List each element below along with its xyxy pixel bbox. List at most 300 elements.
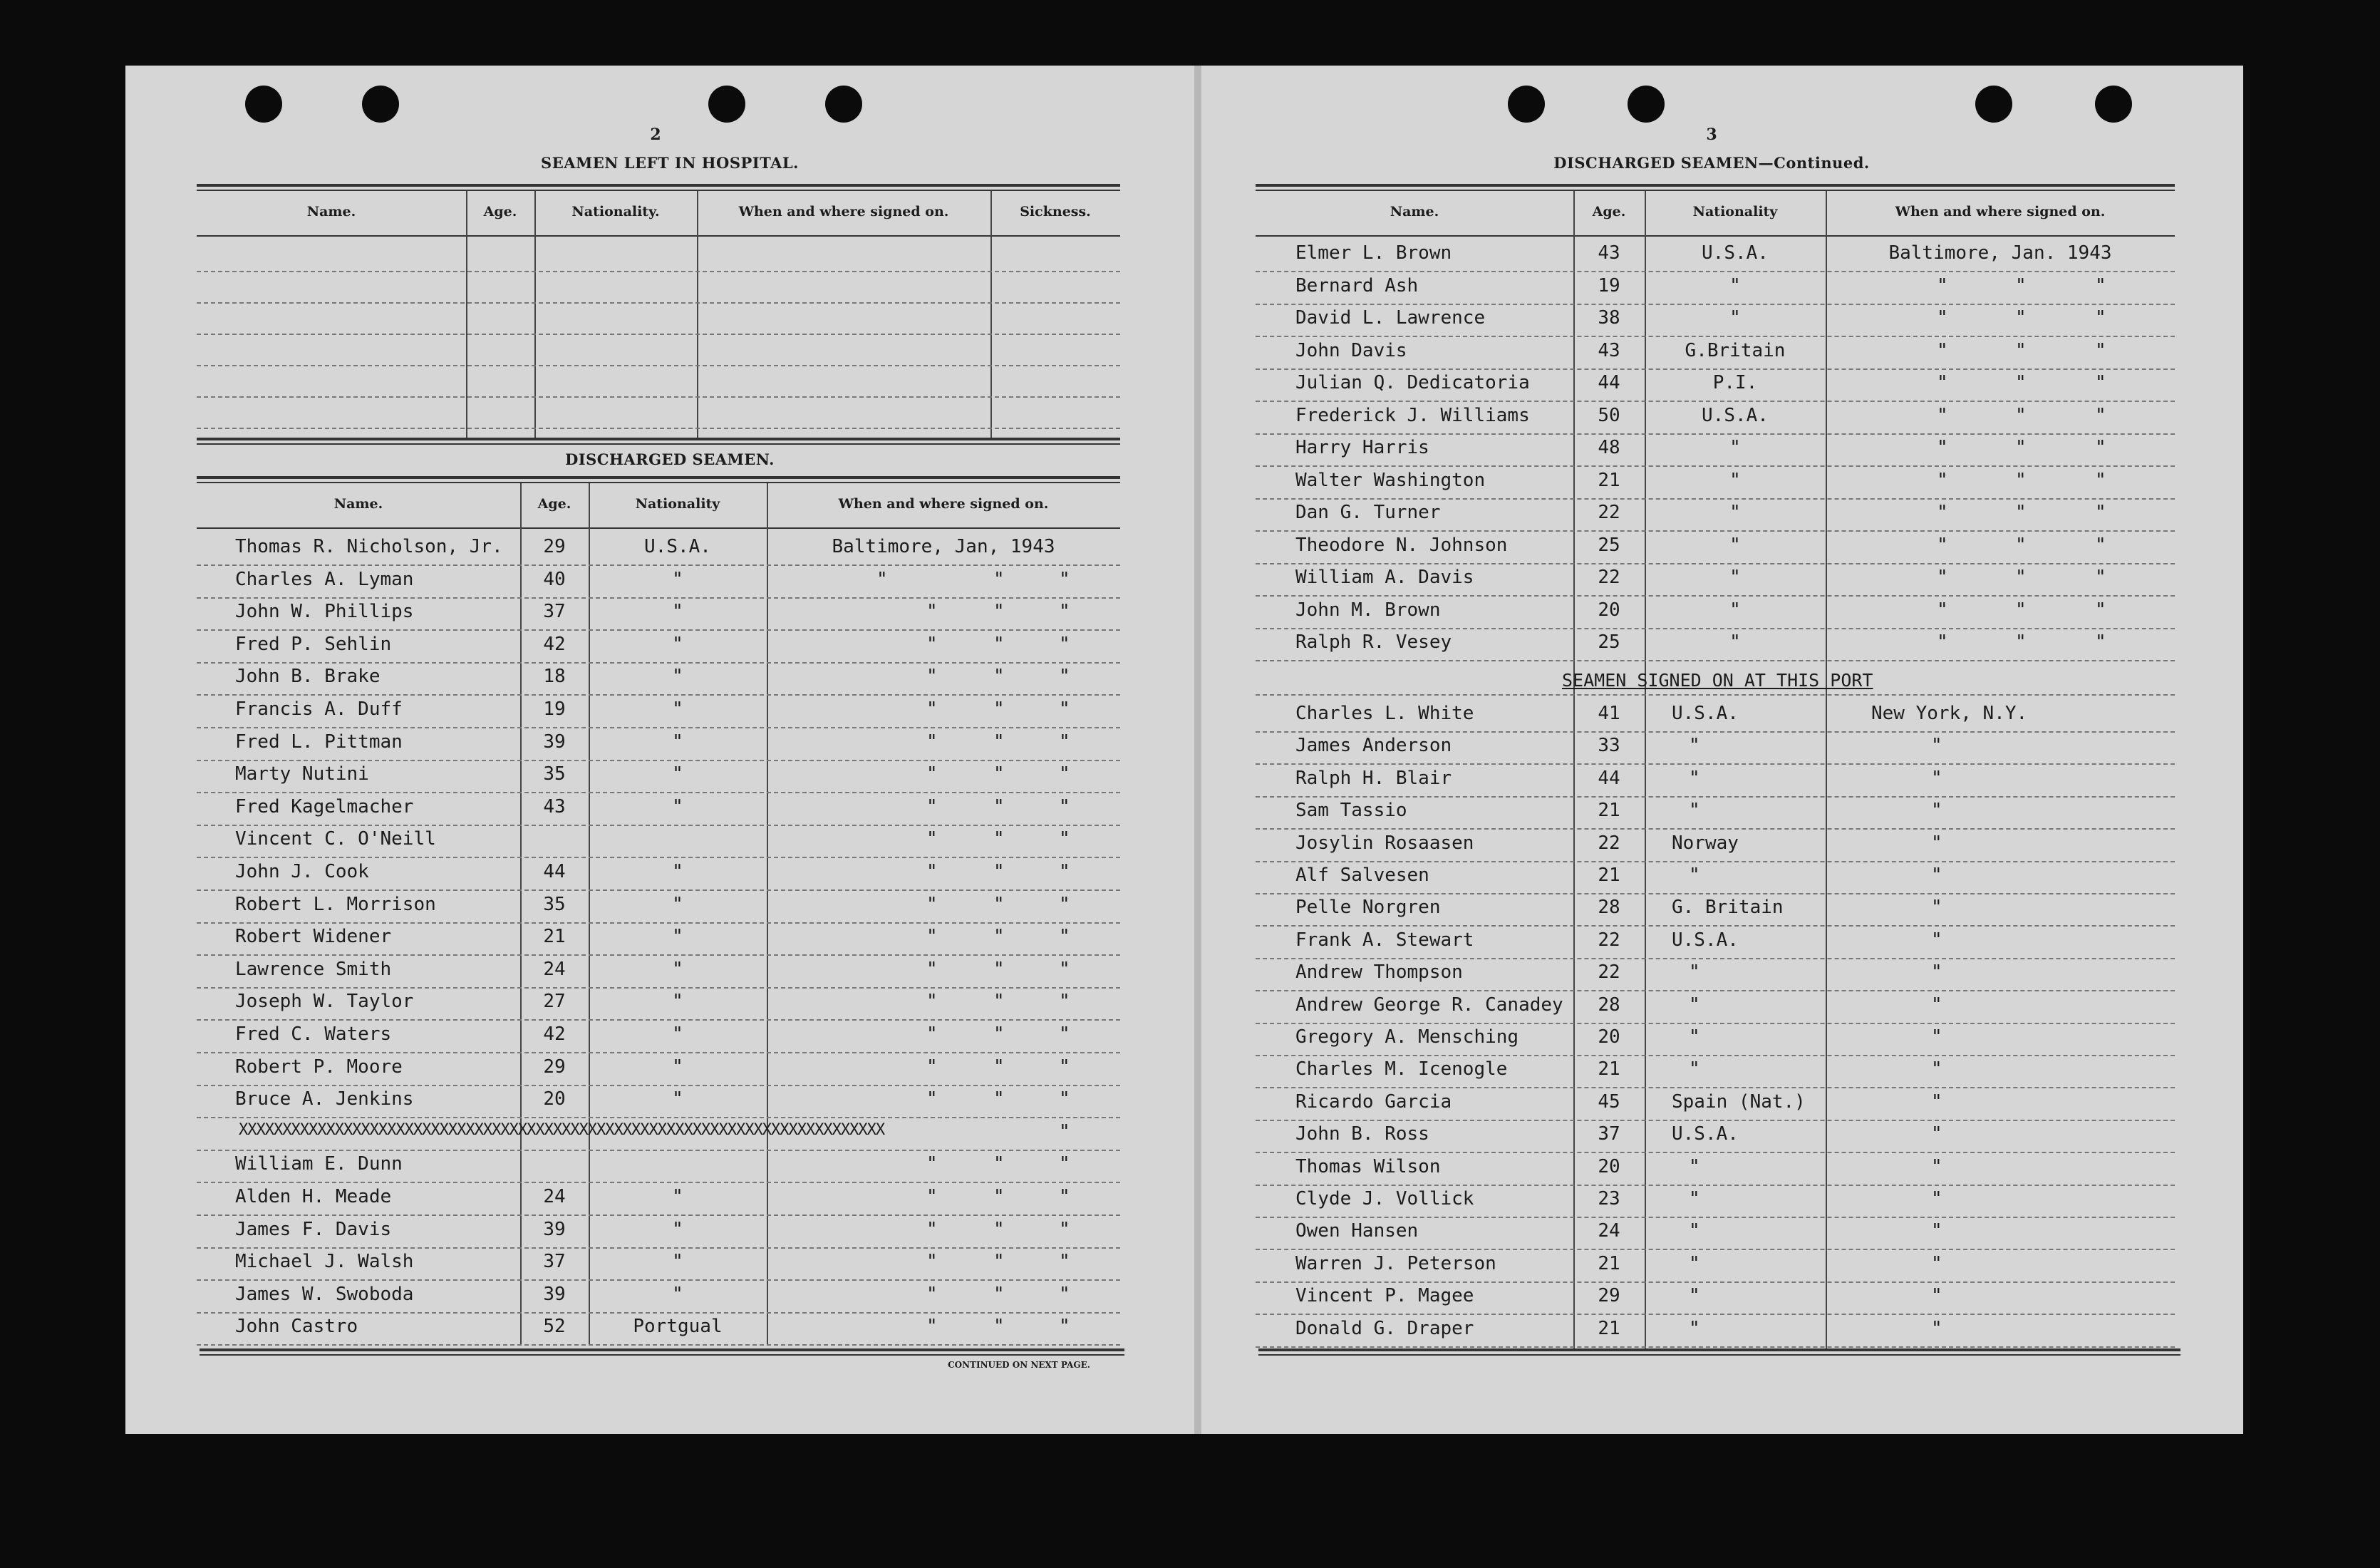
seaman-nationality: " bbox=[672, 1023, 683, 1045]
column-header-signed-on: When and where signed on. bbox=[738, 204, 949, 220]
seaman-age: 52 bbox=[543, 1316, 566, 1337]
seaman-nationality: " bbox=[672, 796, 683, 817]
signed-on-place: " bbox=[1931, 1318, 1942, 1339]
row-line bbox=[1256, 336, 2175, 337]
ditto-mark: " bbox=[993, 731, 1005, 753]
table-rule bbox=[1258, 1354, 2180, 1356]
seaman-name: Robert P. Moore bbox=[235, 1056, 403, 1078]
ditto-mark: " bbox=[926, 1284, 938, 1305]
ditto-mark: " bbox=[1059, 601, 1070, 622]
seaman-nationality: U.S.A. bbox=[1672, 703, 1739, 724]
ditto-mark: " bbox=[2015, 307, 2027, 329]
row-line bbox=[1256, 1120, 2175, 1121]
seaman-name: Warren J. Peterson bbox=[1295, 1253, 1496, 1274]
seaman-nationality: " bbox=[672, 601, 683, 622]
seaman-nationality: U.S.A. bbox=[1672, 929, 1739, 951]
row-line bbox=[197, 1182, 1120, 1183]
row-line bbox=[1256, 1249, 2175, 1250]
seaman-age: 21 bbox=[1598, 1253, 1620, 1274]
ditto-mark: " bbox=[1937, 437, 1948, 458]
ditto-mark: " bbox=[993, 894, 1005, 915]
row-line bbox=[1256, 796, 2175, 798]
seaman-age: 39 bbox=[543, 731, 566, 753]
row-line bbox=[1256, 1185, 2175, 1186]
ditto-mark: " bbox=[1937, 372, 1948, 393]
column-header-nationality: Nationality bbox=[1692, 204, 1778, 220]
ditto-mark: " bbox=[993, 1088, 1005, 1110]
seaman-name: Clyde J. Vollick bbox=[1295, 1188, 1474, 1209]
table-rule bbox=[197, 438, 1120, 440]
ditto-mark: " bbox=[2095, 470, 2106, 491]
seaman-name: Theodore N. Johnson bbox=[1295, 535, 1508, 556]
row-line bbox=[1256, 271, 2175, 272]
seaman-age: 22 bbox=[1598, 961, 1620, 983]
seaman-nationality: U.S.A. bbox=[1702, 242, 1769, 264]
binder-hole bbox=[1975, 86, 2012, 123]
seaman-nationality: " bbox=[1729, 599, 1741, 621]
row-line bbox=[1256, 1023, 2175, 1024]
seaman-nationality: " bbox=[672, 634, 683, 655]
row-line bbox=[197, 987, 1120, 989]
blank-row-line bbox=[197, 365, 1120, 366]
table-rule bbox=[197, 184, 1120, 187]
seaman-name: Dan G. Turner bbox=[1295, 502, 1441, 523]
seaman-age: 33 bbox=[1598, 735, 1620, 756]
row-line bbox=[1256, 694, 2175, 696]
seaman-name: Josylin Rosaasen bbox=[1295, 832, 1474, 854]
ditto-mark: " bbox=[1059, 1186, 1070, 1207]
seaman-age: 38 bbox=[1598, 307, 1620, 329]
column-header-name: Name. bbox=[306, 204, 356, 220]
seaman-name: Charles L. White bbox=[1295, 703, 1474, 724]
seaman-name: John M. Brown bbox=[1295, 599, 1441, 621]
ditto-mark: " bbox=[926, 861, 938, 882]
ditto-mark: " bbox=[993, 926, 1005, 947]
column-header-name: Name. bbox=[333, 496, 383, 512]
seaman-name: Alf Salvesen bbox=[1295, 865, 1429, 886]
ditto-mark: " bbox=[2095, 405, 2106, 426]
continued-note: CONTINUED ON NEXT PAGE. bbox=[948, 1360, 1090, 1370]
column-header-age: Age. bbox=[1592, 204, 1626, 220]
ditto-mark: " bbox=[1059, 1316, 1070, 1337]
ditto-mark: " bbox=[1059, 1056, 1070, 1078]
seaman-nationality: " bbox=[1689, 1220, 1700, 1242]
seaman-name: Vincent P. Magee bbox=[1295, 1285, 1474, 1306]
seaman-age: 41 bbox=[1598, 703, 1620, 724]
ditto-mark: " bbox=[926, 601, 938, 622]
row-line bbox=[197, 694, 1120, 696]
row-line bbox=[1256, 731, 2175, 733]
column-divider bbox=[990, 191, 992, 438]
ditto-mark: " bbox=[1937, 470, 1948, 491]
ditto-mark: " bbox=[1059, 1251, 1070, 1272]
seaman-age: 21 bbox=[1598, 800, 1620, 821]
row-line bbox=[1256, 1055, 2175, 1056]
row-line bbox=[197, 1052, 1120, 1053]
seaman-name: Frank A. Stewart bbox=[1295, 929, 1474, 951]
seaman-nationality: " bbox=[672, 1056, 683, 1078]
ditto-mark: " bbox=[926, 763, 938, 785]
seaman-name: Charles A. Lyman bbox=[235, 569, 414, 590]
column-header-age: Age. bbox=[537, 496, 571, 512]
table-rule bbox=[197, 527, 1120, 529]
seaman-age: 22 bbox=[1598, 567, 1620, 588]
seaman-name: Lawrence Smith bbox=[235, 959, 392, 980]
ditto-mark: " bbox=[2015, 599, 2027, 621]
ditto-mark: " bbox=[926, 634, 938, 655]
ditto-mark: " bbox=[2015, 567, 2027, 588]
ditto-mark: " bbox=[993, 698, 1005, 720]
ditto-mark: " bbox=[993, 861, 1005, 882]
ditto-mark: " bbox=[1059, 1121, 1070, 1143]
seaman-age: 39 bbox=[543, 1284, 566, 1305]
seaman-age: 20 bbox=[1598, 1156, 1620, 1177]
row-line bbox=[197, 1344, 1120, 1346]
seaman-nationality: U.S.A. bbox=[1672, 1123, 1739, 1145]
seaman-nationality: " bbox=[1689, 800, 1700, 821]
ditto-mark: " bbox=[1937, 405, 1948, 426]
seaman-age: 21 bbox=[1598, 865, 1620, 886]
row-line bbox=[1256, 893, 2175, 894]
row-line bbox=[197, 1117, 1120, 1118]
row-line bbox=[197, 1150, 1120, 1151]
seaman-name: Ricardo Garcia bbox=[1295, 1091, 1452, 1113]
ditto-mark: " bbox=[926, 1186, 938, 1207]
seaman-age: 45 bbox=[1598, 1091, 1620, 1113]
ditto-mark: " bbox=[1059, 1219, 1070, 1240]
ditto-mark: " bbox=[1059, 1284, 1070, 1305]
ditto-mark: " bbox=[993, 601, 1005, 622]
seaman-age: 37 bbox=[543, 1251, 566, 1272]
seaman-age: 22 bbox=[1598, 832, 1620, 854]
seaman-age: 21 bbox=[1598, 470, 1620, 491]
seaman-name: Ralph R. Vesey bbox=[1295, 631, 1452, 653]
ditto-mark: " bbox=[926, 1056, 938, 1078]
ditto-mark: " bbox=[1059, 1088, 1070, 1110]
blank-row-line bbox=[197, 428, 1120, 429]
seaman-age: 43 bbox=[1598, 242, 1620, 264]
ditto-mark: " bbox=[1059, 926, 1070, 947]
blank-row-line bbox=[197, 302, 1120, 304]
seaman-nationality: " bbox=[1729, 470, 1741, 491]
row-line bbox=[197, 1085, 1120, 1086]
ditto-mark: " bbox=[2015, 631, 2027, 653]
ditto-mark: " bbox=[2095, 599, 2106, 621]
row-line bbox=[1256, 1087, 2175, 1088]
column-header-name: Name. bbox=[1390, 204, 1439, 220]
seaman-nationality: " bbox=[1689, 994, 1700, 1016]
blank-row-line bbox=[197, 396, 1120, 398]
table-rule bbox=[197, 235, 1120, 237]
ditto-mark: " bbox=[926, 894, 938, 915]
seaman-nationality: " bbox=[1729, 567, 1741, 588]
seaman-age: 28 bbox=[1598, 897, 1620, 918]
column-header-signed-on: When and where signed on. bbox=[1895, 204, 2106, 220]
row-line bbox=[1256, 925, 2175, 927]
ditto-mark: " bbox=[993, 959, 1005, 980]
ditto-mark: " bbox=[993, 1023, 1005, 1045]
row-line bbox=[1256, 433, 2175, 435]
seaman-age: 24 bbox=[543, 959, 566, 980]
seaman-nationality: " bbox=[1729, 275, 1741, 296]
table-rule bbox=[197, 443, 1120, 445]
row-line bbox=[1256, 1346, 2175, 1348]
ditto-mark: " bbox=[2015, 470, 2027, 491]
seaman-nationality: Norway bbox=[1672, 832, 1739, 854]
ditto-mark: " bbox=[926, 1023, 938, 1045]
ditto-mark: " bbox=[2015, 437, 2027, 458]
seaman-name: John B. Brake bbox=[235, 666, 381, 687]
column-divider bbox=[697, 191, 698, 438]
row-line bbox=[1256, 660, 2175, 661]
row-line bbox=[1256, 530, 2175, 532]
seaman-nationality: " bbox=[1689, 1156, 1700, 1177]
column-header-age: Age. bbox=[483, 204, 517, 220]
seaman-age: 29 bbox=[543, 536, 566, 557]
row-line bbox=[197, 1312, 1120, 1314]
ditto-mark: " bbox=[993, 1251, 1005, 1272]
ditto-mark: " bbox=[2095, 631, 2106, 653]
ditto-mark: " bbox=[926, 1219, 938, 1240]
ditto-mark: " bbox=[1937, 535, 1948, 556]
seaman-age: 21 bbox=[543, 926, 566, 947]
seaman-name: William E. Dunn bbox=[235, 1153, 403, 1175]
binder-hole bbox=[362, 86, 399, 123]
hospital-section-title: SEAMEN LEFT IN HOSPITAL. bbox=[541, 154, 799, 172]
seaman-name: Thomas Wilson bbox=[1295, 1156, 1441, 1177]
row-line bbox=[1256, 861, 2175, 862]
ditto-mark: " bbox=[1059, 763, 1070, 785]
ditto-mark: " bbox=[993, 666, 1005, 687]
ditto-mark: " bbox=[926, 926, 938, 947]
seaman-name: William A. Davis bbox=[1295, 567, 1474, 588]
page-number-right: 3 bbox=[1706, 125, 1717, 144]
row-line bbox=[1256, 595, 2175, 597]
ditto-mark: " bbox=[1937, 340, 1948, 361]
signed-on-place: " bbox=[1931, 929, 1942, 951]
seaman-nationality: " bbox=[1689, 1253, 1700, 1274]
ditto-mark: " bbox=[2015, 535, 2027, 556]
seaman-nationality: " bbox=[672, 698, 683, 720]
ditto-mark: " bbox=[926, 698, 938, 720]
seaman-name: James W. Swoboda bbox=[235, 1284, 414, 1305]
column-divider bbox=[466, 191, 467, 438]
signed-on-section-title: SEAMEN SIGNED ON AT THIS PORT bbox=[1562, 670, 1873, 691]
seaman-name: Michael J. Walsh bbox=[235, 1251, 414, 1272]
seaman-age: 42 bbox=[543, 1023, 566, 1045]
binder-hole bbox=[2095, 86, 2132, 123]
seaman-age: 20 bbox=[1598, 599, 1620, 621]
seaman-name: John Castro bbox=[235, 1316, 358, 1337]
column-divider bbox=[767, 483, 768, 1346]
row-line bbox=[197, 954, 1120, 956]
signed-on-place: " bbox=[1931, 1091, 1942, 1113]
seaman-name: Julian Q. Dedicatoria bbox=[1295, 372, 1530, 393]
seaman-name: Walter Washington bbox=[1295, 470, 1486, 491]
signed-on-place: " bbox=[1931, 1156, 1942, 1177]
seaman-name: John W. Phillips bbox=[235, 601, 414, 622]
ditto-mark: " bbox=[2015, 275, 2027, 296]
seaman-nationality: " bbox=[1689, 1285, 1700, 1306]
row-line bbox=[1256, 628, 2175, 629]
signed-on-place-date: Baltimore, Jan, 1943 bbox=[832, 536, 1055, 557]
seaman-nationality: " bbox=[1729, 437, 1741, 458]
binder-hole bbox=[245, 86, 282, 123]
row-line bbox=[1256, 1152, 2175, 1153]
row-line bbox=[197, 1247, 1120, 1249]
ditto-mark: " bbox=[2015, 502, 2027, 523]
seaman-name: Ralph H. Blair bbox=[1295, 768, 1452, 789]
ditto-mark: " bbox=[926, 796, 938, 817]
ditto-mark: " bbox=[1937, 307, 1948, 329]
seaman-age: 21 bbox=[1598, 1058, 1620, 1080]
row-line bbox=[197, 857, 1120, 858]
blank-row-line bbox=[197, 334, 1120, 335]
seaman-name: Vincent C. O'Neill bbox=[235, 828, 436, 850]
ditto-mark: " bbox=[1937, 631, 1948, 653]
seaman-nationality: " bbox=[1689, 1188, 1700, 1209]
seaman-name: Joseph W. Taylor bbox=[235, 991, 414, 1012]
seaman-name: John Davis bbox=[1295, 340, 1407, 361]
seaman-age: 19 bbox=[543, 698, 566, 720]
seaman-nationality: " bbox=[1729, 535, 1741, 556]
ditto-mark: " bbox=[1059, 959, 1070, 980]
continued-section-title: DISCHARGED SEAMEN—Continued. bbox=[1553, 154, 1870, 172]
ditto-mark: " bbox=[2095, 340, 2106, 361]
table-rule bbox=[197, 476, 1120, 479]
seaman-nationality: " bbox=[672, 1251, 683, 1272]
seaman-nationality: " bbox=[672, 763, 683, 785]
ditto-mark: " bbox=[926, 1153, 938, 1175]
ditto-mark: " bbox=[926, 1088, 938, 1110]
seaman-nationality: " bbox=[672, 1186, 683, 1207]
ditto-mark: " bbox=[2095, 567, 2106, 588]
seaman-age: 18 bbox=[543, 666, 566, 687]
ditto-mark: " bbox=[2095, 437, 2106, 458]
row-line bbox=[1256, 368, 2175, 370]
row-line bbox=[197, 662, 1120, 664]
seaman-age: 29 bbox=[1598, 1285, 1620, 1306]
seaman-age: 44 bbox=[543, 861, 566, 882]
row-line bbox=[197, 629, 1120, 631]
ditto-mark: " bbox=[993, 1153, 1005, 1175]
signed-on-place: " bbox=[1931, 961, 1942, 983]
signed-on-place: " bbox=[1931, 832, 1942, 854]
seaman-nationality: " bbox=[672, 666, 683, 687]
ditto-mark: " bbox=[926, 731, 938, 753]
table-rule bbox=[197, 482, 1120, 483]
page-number-left: 2 bbox=[650, 125, 661, 144]
seaman-name: Marty Nutini bbox=[235, 763, 369, 785]
seaman-nationality: " bbox=[672, 1088, 683, 1110]
ditto-mark: " bbox=[1059, 1023, 1070, 1045]
column-header-nationality: Nationality. bbox=[571, 204, 660, 220]
seaman-age: 20 bbox=[1598, 1026, 1620, 1048]
signed-on-place: " bbox=[1931, 1058, 1942, 1080]
seaman-age: 28 bbox=[1598, 994, 1620, 1016]
seaman-age: 24 bbox=[1598, 1220, 1620, 1242]
seaman-name: Bernard Ash bbox=[1295, 275, 1419, 296]
ditto-mark: " bbox=[1059, 861, 1070, 882]
table-rule bbox=[1256, 184, 2175, 187]
seaman-name: Charles M. Icenogle bbox=[1295, 1058, 1508, 1080]
seaman-nationality: " bbox=[672, 1219, 683, 1240]
seaman-nationality: " bbox=[1689, 1058, 1700, 1080]
seaman-name: John B. Ross bbox=[1295, 1123, 1429, 1145]
seaman-age: 44 bbox=[1598, 372, 1620, 393]
ditto-mark: " bbox=[993, 634, 1005, 655]
table-rule bbox=[197, 190, 1120, 191]
ditto-mark: " bbox=[2015, 405, 2027, 426]
seaman-name: Alden H. Meade bbox=[235, 1186, 392, 1207]
seaman-nationality: " bbox=[1689, 735, 1700, 756]
ditto-mark: " bbox=[1059, 894, 1070, 915]
table-rule bbox=[200, 1354, 1124, 1356]
ditto-mark: " bbox=[1059, 666, 1070, 687]
ditto-mark: " bbox=[993, 1284, 1005, 1305]
ditto-mark: " bbox=[993, 991, 1005, 1012]
row-line bbox=[1256, 1281, 2175, 1283]
seaman-name: John J. Cook bbox=[235, 861, 369, 882]
ditto-mark: " bbox=[1937, 502, 1948, 523]
seaman-name: Fred Kagelmacher bbox=[235, 796, 414, 817]
seaman-name: Fred P. Sehlin bbox=[235, 634, 392, 655]
seaman-name: Andrew George R. Canadey bbox=[1295, 994, 1563, 1016]
ditto-mark: " bbox=[926, 666, 938, 687]
seaman-age: 35 bbox=[543, 894, 566, 915]
seaman-age: 44 bbox=[1598, 768, 1620, 789]
ditto-mark: " bbox=[993, 1219, 1005, 1240]
seaman-age: 29 bbox=[543, 1056, 566, 1078]
row-line bbox=[1256, 563, 2175, 564]
ditto-mark: " bbox=[1059, 796, 1070, 817]
seaman-age: 27 bbox=[543, 991, 566, 1012]
seaman-nationality: " bbox=[672, 569, 683, 590]
row-line bbox=[197, 760, 1120, 761]
row-line bbox=[1256, 498, 2175, 500]
seaman-name: James Anderson bbox=[1295, 735, 1452, 756]
ditto-mark: " bbox=[993, 1316, 1005, 1337]
row-line bbox=[197, 727, 1120, 728]
row-line bbox=[197, 1279, 1120, 1281]
seaman-name: Owen Hansen bbox=[1295, 1220, 1419, 1242]
ditto-mark: " bbox=[2095, 502, 2106, 523]
seaman-age: 43 bbox=[1598, 340, 1620, 361]
seaman-nationality: " bbox=[672, 926, 683, 947]
ditto-mark: " bbox=[2095, 372, 2106, 393]
seaman-age: 39 bbox=[543, 1219, 566, 1240]
seaman-nationality: Portgual bbox=[633, 1316, 723, 1337]
ditto-mark: " bbox=[1059, 698, 1070, 720]
seaman-name: David L. Lawrence bbox=[1295, 307, 1486, 329]
signed-on-place: " bbox=[1931, 800, 1942, 821]
ditto-mark: " bbox=[2015, 340, 2027, 361]
signed-on-place: New York, N.Y. bbox=[1871, 703, 2028, 724]
seaman-name: Thomas R. Nicholson, Jr. bbox=[235, 536, 503, 557]
row-line bbox=[1256, 465, 2175, 467]
seaman-name: James F. Davis bbox=[235, 1219, 392, 1240]
ditto-mark: " bbox=[1059, 569, 1070, 590]
ditto-mark: " bbox=[993, 1186, 1005, 1207]
seaman-nationality: Spain (Nat.) bbox=[1672, 1091, 1806, 1113]
row-line bbox=[197, 889, 1120, 891]
binder-hole bbox=[708, 86, 745, 123]
ditto-mark: " bbox=[1059, 634, 1070, 655]
ditto-mark: " bbox=[2095, 307, 2106, 329]
seaman-name: XXXXXXXXXXXXXXXXXXXXXXXXXXXXXXXXXXXXXXXXXXXXXXXXXXXXXXXXXXXXXXXXXXXXXXXXXX bbox=[239, 1121, 885, 1139]
row-line bbox=[197, 825, 1120, 826]
ditto-mark: " bbox=[2015, 372, 2027, 393]
